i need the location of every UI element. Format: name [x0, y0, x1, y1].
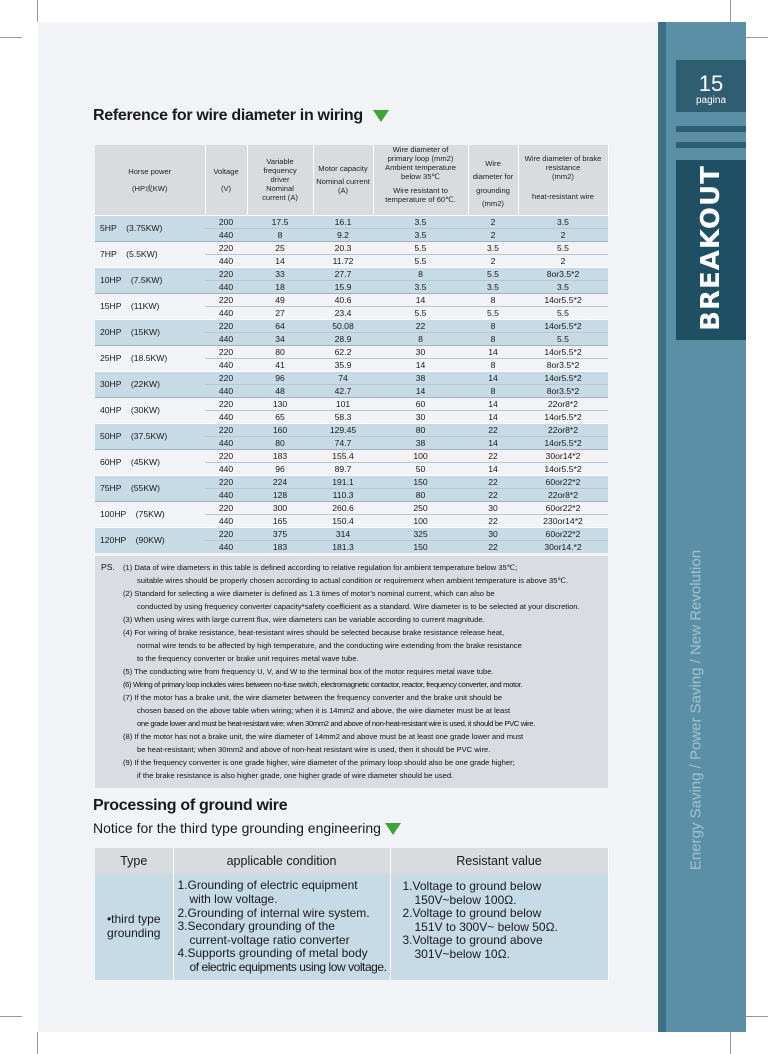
voltage-cell: 440: [205, 228, 247, 241]
header-primary-loop: Wire diameter of primary loop (mm2) Ambient temperature below 35℃: [373, 145, 468, 183]
primary-wire-cell: 5.5: [373, 306, 468, 319]
driver-current-cell: 80: [247, 345, 313, 358]
driver-current-cell: 130: [247, 397, 313, 410]
table-row: [95, 215, 608, 228]
grounding-table: [95, 848, 609, 980]
ground-wire-cell: 2: [468, 228, 518, 241]
horse-power-cell: 100HP (75KW): [95, 501, 205, 527]
voltage-cell: 440: [205, 332, 247, 345]
brake-wire-cell: 60or22*2: [518, 475, 608, 488]
crop-mark: [37, 1032, 38, 1054]
ground-wire-cell: 22: [468, 449, 518, 462]
brake-wire-cell: 8or3.5*2: [518, 384, 608, 397]
ground-wire-cell: 22: [468, 475, 518, 488]
table-row: [95, 527, 608, 540]
voltage-cell: 440: [205, 410, 247, 423]
primary-wire-cell: 14: [373, 384, 468, 397]
brake-wire-cell: 60or22*2: [518, 501, 608, 514]
note-line: (6) Wiring of primary loop includes wires between no-fuse switch, electromagnetic contactor, reactor, frequency converter, and motor.: [123, 680, 523, 689]
motor-current-cell: 16.1: [313, 215, 373, 228]
voltage-cell: 220: [205, 345, 247, 358]
driver-current-cell: 375: [247, 527, 313, 540]
motor-current-cell: 260.6: [313, 501, 373, 514]
brake-wire-cell: 3.5: [518, 280, 608, 293]
note-line: (9) If the frequency converter is one grade higher, wire diameter of the primary loop should also be one grade higher;: [123, 758, 515, 767]
ground-resistance-cell: 1.Voltage to ground below 150V~below 100Ω. 2.Voltage to ground below 151V to 300V~ below 50Ω. 3.Voltage to ground above 301V~below 10Ω.: [390, 874, 608, 980]
table-row: [95, 293, 608, 306]
brake-wire-cell: 5.5: [518, 306, 608, 319]
driver-current-cell: 300: [247, 501, 313, 514]
primary-wire-cell: 38: [373, 371, 468, 384]
brake-wire-cell: 5.5: [518, 241, 608, 254]
horse-power-cell: 15HP (11KW): [95, 293, 205, 319]
voltage-cell: 440: [205, 514, 247, 527]
brake-wire-cell: 14or5.5*2: [518, 319, 608, 332]
horse-power-cell: 5HP (3.75KW): [95, 215, 205, 241]
sidebar-stripe: [676, 142, 746, 148]
horse-power-cell: 30HP (22KW): [95, 371, 205, 397]
brake-wire-cell: 22or8*2: [518, 488, 608, 501]
primary-wire-cell: 150: [373, 540, 468, 553]
note-line: be heat-resistant; when 30mm2 and above of non-heat resistant wire is used, then it should be PVC wire.: [137, 745, 491, 754]
note-line: (3) When using wires with large current flux, wire diameters can be variable according to current magnitude.: [123, 615, 485, 624]
crop-mark: [37, 0, 38, 22]
motor-current-cell: 101: [313, 397, 373, 410]
driver-current-cell: 64: [247, 319, 313, 332]
motor-current-cell: 110.3: [313, 488, 373, 501]
brake-wire-cell: 14or5.5*2: [518, 410, 608, 423]
horse-power-cell: 10HP (7.5KW): [95, 267, 205, 293]
ground-wire-cell: 3.5: [468, 280, 518, 293]
table-row: [95, 449, 608, 462]
wire-section-heading: [93, 107, 389, 125]
motor-current-cell: 62.2: [313, 345, 373, 358]
voltage-cell: 440: [205, 280, 247, 293]
table-row: [95, 475, 608, 488]
page-number-label: pagina: [695, 95, 727, 106]
voltage-cell: 440: [205, 436, 247, 449]
note-line: if the brake resistance is also higher grade, one higher grade of wire diameter should be used.: [137, 771, 454, 780]
ground-wire-cell: 8: [468, 319, 518, 332]
sidebar-stripe: [676, 126, 746, 132]
driver-current-cell: 8: [247, 228, 313, 241]
table-row: [95, 345, 608, 358]
slogan: Energy Saving / Power Saving / New Revolution: [687, 549, 705, 871]
driver-current-cell: 80: [247, 436, 313, 449]
header-driver-current: Variable frequency driver Nominal current (A): [247, 145, 313, 215]
page-number-badge: [676, 60, 746, 112]
header-grounding: Wire diameter for: [468, 145, 518, 183]
ground-wire-cell: 22: [468, 540, 518, 553]
triangle-down-icon: [373, 110, 389, 122]
horse-power-cell: 40HP (30KW): [95, 397, 205, 423]
motor-current-cell: 58.3: [313, 410, 373, 423]
ground-type-cell: •third type grounding: [95, 874, 173, 980]
driver-current-cell: 65: [247, 410, 313, 423]
primary-wire-cell: 325: [373, 527, 468, 540]
motor-current-cell: 129.45: [313, 423, 373, 436]
ground-wire-cell: 22: [468, 514, 518, 527]
primary-wire-cell: 3.5: [373, 215, 468, 228]
brake-wire-cell: 8or3.5*2: [518, 358, 608, 371]
horse-power-cell: 120HP (90KW): [95, 527, 205, 553]
voltage-cell: 220: [205, 293, 247, 306]
brake-wire-cell: 30or14*2: [518, 449, 608, 462]
ground-wire-cell: 30: [468, 527, 518, 540]
motor-current-cell: 28.9: [313, 332, 373, 345]
primary-wire-cell: 8: [373, 332, 468, 345]
motor-current-cell: 150.4: [313, 514, 373, 527]
primary-wire-cell: 60: [373, 397, 468, 410]
ground-wire-cell: 22: [468, 488, 518, 501]
voltage-cell: 440: [205, 540, 247, 553]
primary-wire-cell: 80: [373, 488, 468, 501]
note-line: suitable wires should be properly chosen according to actual condition or requirement when ambient temperature is above 35℃.: [137, 576, 569, 585]
primary-wire-cell: 3.5: [373, 228, 468, 241]
motor-current-cell: 181.3: [313, 540, 373, 553]
note-line: PS. (1) Data of wire diameters in this table is defined according to relative regulation for ambient temperature below 35℃;: [101, 562, 518, 572]
voltage-cell: 440: [205, 306, 247, 319]
crop-mark: [0, 37, 22, 38]
driver-current-cell: 183: [247, 540, 313, 553]
driver-current-cell: 224: [247, 475, 313, 488]
table-row: [95, 397, 608, 410]
voltage-cell: 220: [205, 501, 247, 514]
horse-power-cell: 20HP (15KW): [95, 319, 205, 345]
brake-wire-cell: 8or3.5*2: [518, 267, 608, 280]
table-row: [95, 319, 608, 332]
wire-diameter-table: [95, 145, 609, 553]
voltage-cell: 200: [205, 215, 247, 228]
primary-wire-cell: 30: [373, 410, 468, 423]
primary-wire-cell: 22: [373, 319, 468, 332]
voltage-cell: 220: [205, 397, 247, 410]
section-title: BREAKOUT: [696, 165, 726, 331]
driver-current-cell: 49: [247, 293, 313, 306]
brake-wire-cell: 5.5: [518, 332, 608, 345]
primary-wire-cell: 3.5: [373, 280, 468, 293]
voltage-cell: 440: [205, 384, 247, 397]
crop-mark: [746, 37, 768, 38]
driver-current-cell: 160: [247, 423, 313, 436]
ground-section-subtitle: Notice for the third type grounding engineering: [93, 820, 401, 836]
motor-current-cell: 40.6: [313, 293, 373, 306]
driver-current-cell: 25: [247, 241, 313, 254]
ps-notes: [95, 556, 608, 788]
header-condition: applicable condition: [173, 848, 390, 874]
note-line: conducted by using frequency converter capacity*safety coefficient as a standard. Wire diameter is to be selected at your discretion.: [137, 602, 580, 611]
ground-wire-cell: 8: [468, 384, 518, 397]
table-row: [95, 267, 608, 280]
ground-wire-cell: 8: [468, 358, 518, 371]
driver-current-cell: 27: [247, 306, 313, 319]
header-type: Type: [95, 848, 173, 874]
primary-wire-cell: 250: [373, 501, 468, 514]
voltage-cell: 220: [205, 319, 247, 332]
ground-wire-cell: 22: [468, 423, 518, 436]
crop-mark: [730, 1032, 731, 1054]
driver-current-cell: 17.5: [247, 215, 313, 228]
note-line: (5) The conducting wire from frequency U, V, and W to the terminal box of the motor requires metal wave tube.: [123, 667, 494, 676]
crop-mark: [746, 1016, 768, 1017]
table-row: [95, 423, 608, 436]
brake-wire-cell: 14or5.5*2: [518, 345, 608, 358]
ground-wire-cell: 8: [468, 332, 518, 345]
driver-current-cell: 165: [247, 514, 313, 527]
voltage-cell: 220: [205, 475, 247, 488]
motor-current-cell: 74.7: [313, 436, 373, 449]
ground-wire-cell: 2: [468, 254, 518, 267]
driver-current-cell: 18: [247, 280, 313, 293]
motor-current-cell: 50.08: [313, 319, 373, 332]
ground-wire-cell: 5.5: [468, 306, 518, 319]
ground-wire-cell: 30: [468, 501, 518, 514]
voltage-cell: 440: [205, 358, 247, 371]
motor-current-cell: 314: [313, 527, 373, 540]
motor-current-cell: 89.7: [313, 462, 373, 475]
driver-current-cell: 14: [247, 254, 313, 267]
driver-current-cell: 183: [247, 449, 313, 462]
sidebar-edge: [658, 22, 666, 1032]
brake-wire-cell: 60or22*2: [518, 527, 608, 540]
ground-wire-cell: 2: [468, 215, 518, 228]
page-number: 15: [698, 71, 724, 96]
brake-wire-cell: 230or14*2: [518, 514, 608, 527]
ground-section-title: Processing of ground wire: [93, 797, 288, 814]
brake-wire-cell: 3.5: [518, 215, 608, 228]
header-horse-power: Horse power (HP或KW): [95, 145, 205, 215]
primary-wire-cell: 8: [373, 267, 468, 280]
ground-condition-cell: 1.Grounding of electric equipment with low voltage. 2.Grounding of internal wire system. 3.Secondary grounding of the current-voltage ratio converter 4.Supports grounding of metal body of electric equipments using low voltage.: [173, 874, 390, 980]
voltage-cell: 220: [205, 241, 247, 254]
primary-wire-cell: 5.5: [373, 241, 468, 254]
primary-wire-cell: 50: [373, 462, 468, 475]
ground-wire-cell: 3.5: [468, 241, 518, 254]
motor-current-cell: 20.3: [313, 241, 373, 254]
crop-mark: [0, 1016, 22, 1017]
horse-power-cell: 25HP (18.5KW): [95, 345, 205, 371]
brake-wire-cell: 2: [518, 254, 608, 267]
header-voltage: Voltage (V): [205, 145, 247, 215]
brake-wire-cell: 14or5.5*2: [518, 371, 608, 384]
motor-current-cell: 15.9: [313, 280, 373, 293]
note-line: (7) If the motor has a brake unit, the wire diameter between the frequency converter and the brake unit should be: [123, 693, 503, 702]
motor-current-cell: 74: [313, 371, 373, 384]
brake-wire-cell: 14or5.5*2: [518, 436, 608, 449]
ground-wire-cell: 14: [468, 436, 518, 449]
crop-mark: [730, 0, 731, 22]
ground-wire-cell: 14: [468, 345, 518, 358]
table-row: [95, 371, 608, 384]
primary-wire-cell: 100: [373, 514, 468, 527]
primary-wire-cell: 14: [373, 293, 468, 306]
brake-wire-cell: 2: [518, 228, 608, 241]
driver-current-cell: 96: [247, 371, 313, 384]
primary-wire-cell: 150: [373, 475, 468, 488]
brake-wire-cell: 22or8*2: [518, 397, 608, 410]
horse-power-cell: 75HP (55KW): [95, 475, 205, 501]
horse-power-cell: 50HP (37.5KW): [95, 423, 205, 449]
ground-wire-cell: 5.5: [468, 267, 518, 280]
voltage-cell: 220: [205, 371, 247, 384]
brake-wire-cell: 14or5.5*2: [518, 462, 608, 475]
ground-wire-cell: 14: [468, 410, 518, 423]
voltage-cell: 220: [205, 527, 247, 540]
header-motor-capacity: Motor capacity Nominal current (A): [313, 145, 373, 215]
motor-current-cell: 42.7: [313, 384, 373, 397]
voltage-cell: 440: [205, 462, 247, 475]
header-heat-resistant: heat-resistant wire: [518, 183, 608, 215]
driver-current-cell: 41: [247, 358, 313, 371]
note-line: (2) Standard for selecting a wire diameter is defined as 1.3 times of motor’s nominal current, which can also be: [123, 589, 495, 598]
motor-current-cell: 11.72: [313, 254, 373, 267]
primary-wire-cell: 100: [373, 449, 468, 462]
motor-current-cell: 35.9: [313, 358, 373, 371]
driver-current-cell: 48: [247, 384, 313, 397]
wire-table-body: [95, 215, 608, 553]
ground-wire-cell: 14: [468, 397, 518, 410]
ground-wire-cell: 8: [468, 293, 518, 306]
brake-wire-cell: 22or8*2: [518, 423, 608, 436]
ground-wire-cell: 14: [468, 462, 518, 475]
primary-wire-cell: 5.5: [373, 254, 468, 267]
triangle-down-icon: [385, 823, 401, 835]
primary-wire-cell: 80: [373, 423, 468, 436]
header-resistant-value: Resistant value: [390, 848, 608, 874]
note-line: chosen based on the above table when wiring; when it is 14mm2 and above, the wire diameter must be at least: [137, 706, 511, 715]
wire-section-title: Reference for wire diameter in wiring: [93, 107, 363, 124]
horse-power-cell: 60HP (45KW): [95, 449, 205, 475]
voltage-cell: 440: [205, 254, 247, 267]
motor-current-cell: 23.4: [313, 306, 373, 319]
header-grounding-unit: grounding (mm2): [468, 183, 518, 215]
note-line: (4) For wiring of brake resistance, heat-resistant wires should be selected because brake resistance release heat,: [123, 628, 505, 637]
note-line: normal wire tends to be affected by high temperature, and the conducting wire extending from the brake resistance: [137, 641, 522, 650]
horse-power-cell: 7HP (5.5KW): [95, 241, 205, 267]
driver-current-cell: 34: [247, 332, 313, 345]
voltage-cell: 220: [205, 267, 247, 280]
driver-current-cell: 96: [247, 462, 313, 475]
ground-wire-cell: 14: [468, 371, 518, 384]
table-row: [95, 501, 608, 514]
note-line: (8) If the motor has not a brake unit, the wire diameter of 14mm2 and above must be at least one grade lower and must: [123, 732, 524, 741]
brake-wire-cell: 14or5.5*2: [518, 293, 608, 306]
brake-wire-cell: 30or14.*2: [518, 540, 608, 553]
note-line: to the frequency converter or brake unit requires metal wave tube.: [137, 654, 359, 663]
driver-current-cell: 128: [247, 488, 313, 501]
motor-current-cell: 191.1: [313, 475, 373, 488]
table-row: [95, 241, 608, 254]
header-primary-loop-60c: Wire resistant to temperature of 60℃.: [373, 183, 468, 215]
motor-current-cell: 27.7: [313, 267, 373, 280]
header-brake-resistance: Wire diameter of brake resistance (mm2): [518, 145, 608, 183]
voltage-cell: 440: [205, 488, 247, 501]
motor-current-cell: 9.2: [313, 228, 373, 241]
driver-current-cell: 33: [247, 267, 313, 280]
voltage-cell: 220: [205, 449, 247, 462]
voltage-cell: 220: [205, 423, 247, 436]
primary-wire-cell: 38: [373, 436, 468, 449]
note-line: one grade lower and must be heat-resistant wire; when 30mm2 and above of non-heat-resistant wire is used, it should be PVC wire.: [137, 719, 535, 728]
motor-current-cell: 155.4: [313, 449, 373, 462]
primary-wire-cell: 14: [373, 358, 468, 371]
primary-wire-cell: 30: [373, 345, 468, 358]
